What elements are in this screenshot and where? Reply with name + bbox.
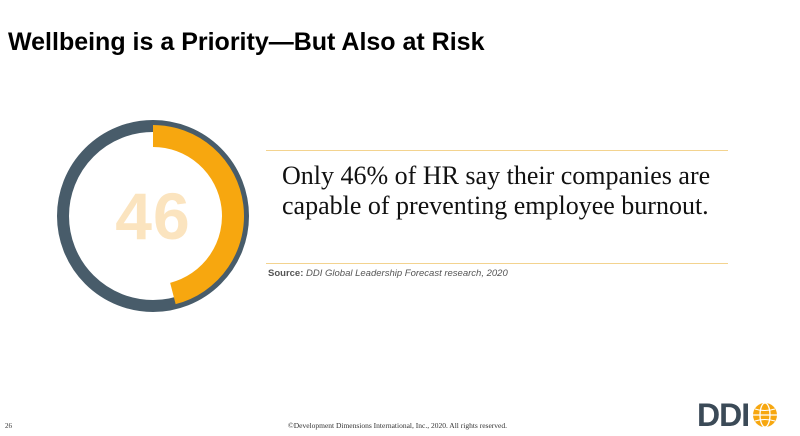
gauge-value: 46 — [115, 179, 191, 253]
source-citation — [268, 268, 508, 279]
bottom-divider — [266, 263, 728, 264]
slide-title: Wellbeing is a Priority—But Also at Risk — [8, 28, 485, 56]
copyright-notice: ©Development Dimensions International, Inc., 2020. All rights reserved. — [288, 421, 507, 430]
logo-text: DDI — [697, 397, 750, 433]
percent-gauge — [55, 118, 251, 314]
ddi-logo — [697, 398, 779, 432]
globe-icon — [751, 401, 779, 429]
top-divider — [266, 150, 728, 151]
source-label: Source: — [268, 268, 304, 279]
slide-number: 26 — [5, 422, 12, 430]
source-text: DDI Global Leadership Forecast research, 2020 — [306, 268, 508, 279]
stat-statement: Only 46% of HR say their companies are capable of preventing employee burnout. — [282, 161, 711, 220]
